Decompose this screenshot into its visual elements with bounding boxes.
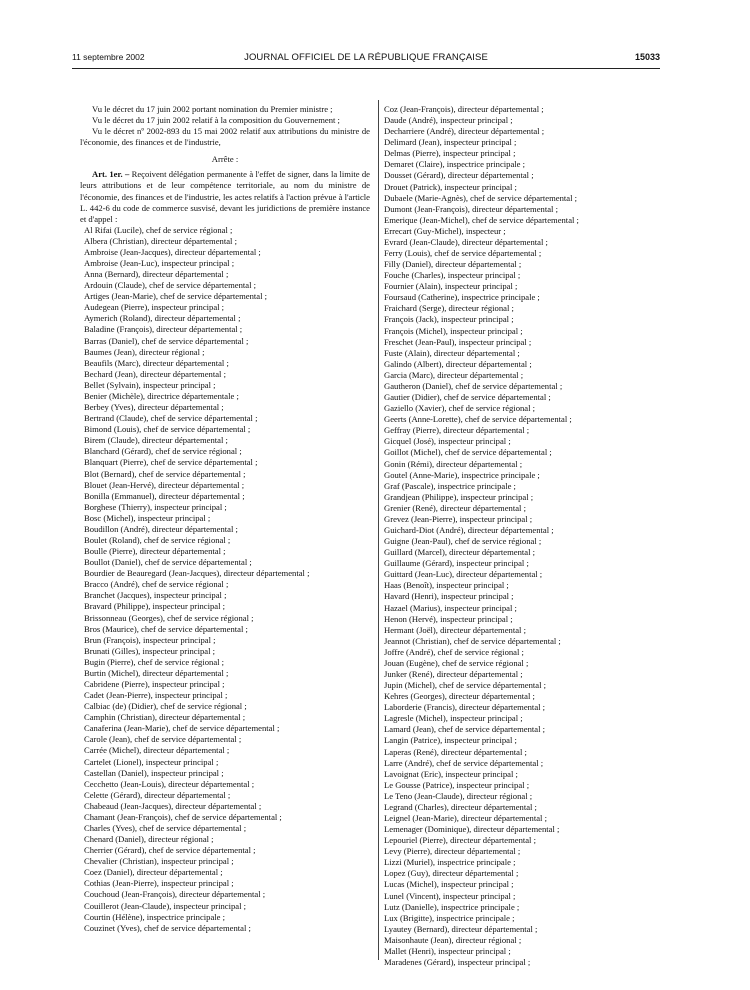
list-item: Cartelet (Lionel), inspecteur principal ; [84,756,219,767]
list-item: Jupin (Michel), chef de service départemental ; [384,680,547,691]
list-item: Bechard (Jean), directeur départemental ; [84,368,226,379]
list-item: Lyautey (Bernard), directeur départemental ; [384,923,538,934]
header-rule [72,68,660,69]
list-item: Burtin (Michel), directeur départemental ; [84,667,229,678]
list-item: Celette (Gérard), directeur départemental ; [84,789,231,800]
list-item: Ardouin (Claude), chef de service départemental ; [84,280,257,291]
list-item: Cecchetto (Jean-Louis), directeur départemental ; [84,778,255,789]
list-item: Mallet (Henri), inspecteur principal ; [384,945,511,956]
list-item: Filly (Daniel), directeur départemental ; [384,259,522,270]
list-item: Legrand (Charles), directeur départemental ; [384,801,537,812]
article-1 [80,169,370,224]
list-item: Geerts (Anne-Lorette), chef de service départemental ; [384,414,572,425]
list-item: Chabeaud (Jean-Jacques), directeur départemental ; [84,800,262,811]
list-item: François (Jack), inspecteur principal ; [384,314,514,325]
list-item: Fournier (Alain), inspecteur principal ; [384,281,518,292]
list-item: Gautier (Didier), chef de service départemental ; [384,392,551,403]
list-item: Blot (Bernard), chef de service départemental ; [84,468,246,479]
list-item: Leignel (Jean-Marie), directeur départemental ; [384,813,547,823]
list-item: Ambroise (Jean-Luc), inspecteur principal ; [84,258,235,269]
list-item: Boulet (Roland), chef de service régional ; [84,534,231,545]
list-item: Camphin (Christian), directeur départemental ; [84,712,246,723]
list-item: Lamard (Jean), chef de service départemental ; [384,724,546,735]
list-item: Grenier (René), directeur départemental ; [384,502,526,513]
list-item: Lunel (Vincent), inspecteur principal ; [384,890,516,901]
list-item: Foursaud (Catherine), inspectrice principale ; [384,292,540,303]
list-item: Lux (Brigitte), inspectrice principale ; [384,912,515,923]
list-item: Dousset (Gérard), directeur départemental ; [384,170,534,181]
list-item: Freschet (Jean-Paul), inspecteur principal ; [384,336,532,347]
right-column [384,104,666,968]
list-item: Fuste (Alain), directeur départemental ; [384,347,520,358]
list-item: Hermant (Joël), directeur départemental ; [384,624,526,635]
list-item: Demaret (Claire), inspectrice principale ; [384,159,526,170]
list-item: Baumes (Jean), directeur régional ; [84,346,205,357]
list-item: François (Michel), inspecteur principal ; [384,325,523,336]
list-item: Calbiac (de) (Didier), chef de service régional ; [84,701,247,712]
list-item: Borghese (Thierry), inspecteur principal ; [84,501,227,512]
list-item: Blouet (Jean-Hervé), directeur départemental ; [84,479,245,490]
list-item: Kehres (Georges), directeur départemental ; [384,691,535,702]
list-item: Hazael (Marius), inspecteur principal ; [384,602,517,613]
list-item: Lopez (Guy), directeur départemental ; [384,868,519,879]
list-item: Bellet (Sylvain), inspecteur principal ; [84,379,216,390]
list-item: Jouan (Eugène), chef de service régional ; [384,657,529,668]
list-item: Bimond (Louis), chef de service départemental ; [84,424,251,435]
list-item: Carrée (Michel), directeur départemental ; [84,745,230,756]
list-item: Emerique (Jean-Michel), chef de service départemental ; [384,214,579,225]
list-item: Le Gousse (Patrice), inspecteur principal ; [384,779,530,790]
list-item: Lepouriel (Pierre), directeur départemental ; [384,835,536,846]
list-item: Lucas (Michel), inspecteur principal ; [384,879,514,890]
list-item: Maisonhaute (Jean), directeur régional ; [384,934,522,945]
list-item: Cherrier (Gérard), chef de service départemental ; [84,845,256,856]
list-item: Benier (Michèle), directrice départementale ; [84,390,239,401]
list-item: Junker (René), directeur départemental ; [384,668,523,679]
list-item: Guigne (Jean-Paul), chef de service régional ; [384,536,542,547]
list-item: Galindo (Albert), directeur départemental ; [384,358,532,369]
list-item: Barras (Daniel), chef de service départemental ; [84,335,249,346]
list-item: Couchoud (Jean-François), directeur départemental ; [84,889,266,900]
list-item: Lemenager (Dominique), directeur départemental ; [384,824,560,835]
preamble-paragraph: Vu le décret nº 2002-893 du 15 mai 2002 relatif aux attributions du ministre de l'économie, des finances et de l'industrie, [80,126,370,148]
list-item: Lutz (Danielle), inspectrice principale ; [384,901,520,912]
list-item: Aymerich (Roland), directeur départemental ; [84,313,241,324]
header-journal-title: JOURNAL OFFICIEL DE LA RÉPUBLIQUE FRANÇAISE [244,52,488,63]
list-item: Canaferina (Jean-Marie), chef de service départemental ; [84,723,280,734]
list-item: Anna (Bernard), directeur départemental ; [84,269,229,280]
header-page-number: 15033 [634,52,660,62]
list-item: Charles (Yves), chef de service départemental ; [84,823,247,833]
list-item: Maradenes (Gérard), inspecteur principal ; [384,957,531,968]
list-item: Audegean (Pierre), inspecteur principal ; [84,302,225,313]
list-item: Gautheron (Daniel), chef de service départemental ; [384,380,563,391]
list-item: Artiges (Jean-Marie), chef de service départemental ; [84,291,268,302]
list-item: Baladine (François), directeur départemental ; [84,324,243,335]
list-item: Graf (Pascale), inspectrice principale ; [384,480,516,491]
list-item: Chenard (Daniel), directeur régional ; [84,834,214,845]
list-item: Fouche (Charles), inspecteur principal ; [384,270,521,281]
list-item: Goillot (Michel), chef de service départemental ; [384,447,552,458]
list-item: Cothias (Jean-Pierre), inspecteur principal ; [84,878,234,889]
list-item: Brunati (Gilles), inspecteur principal ; [84,645,216,656]
list-item: Berbey (Yves), directeur départemental ; [84,402,224,413]
list-item: Havard (Henri), inspecteur principal ; [384,591,514,602]
list-item: Brissonneau (Georges), chef de service régional ; [84,612,254,623]
preamble-paragraph: Vu le décret du 17 juin 2002 portant nomination du Premier ministre ; [92,104,333,114]
list-item: Gonin (Rémi), directeur départemental ; [384,458,523,469]
list-item: Evrard (Jean-Claude), directeur départemental ; [384,236,548,247]
left-column [80,104,370,934]
list-item: Coez (Daniel), directeur départemental ; [84,867,223,878]
list-item: Guichard-Diot (André), directeur départemental ; [384,524,554,535]
list-item: Garcia (Marc), directeur départemental ; [384,369,524,380]
right-delegate-list [384,104,666,968]
list-item: Daude (André), inspecteur principal ; [384,115,513,126]
list-item: Blanquart (Pierre), chef de service départemental ; [84,457,258,468]
list-item: Lizzi (Muriel), inspectrice principale ; [384,857,516,868]
list-item: Chamant (Jean-François), chef de service départemental ; [84,811,282,822]
list-item: Bonilla (Emmanuel), directeur départemental ; [84,490,245,501]
list-item: Boulle (Pierre), directeur départemental ; [84,546,226,557]
list-item: Le Teno (Jean-Claude), directeur régional ; [384,790,533,801]
list-item: Lagresle (Michel), inspecteur principal ; [384,713,523,724]
list-item: Dumont (Jean-François), directeur départemental ; [384,203,558,214]
list-item: Coz (Jean-François), directeur départemental ; [384,104,544,114]
list-item: Bosc (Michel), inspecteur principal ; [84,512,211,523]
list-item: Guillard (Marcel), directeur départemental ; [384,547,536,558]
list-item: Joffre (André), chef de service régional ; [384,646,524,657]
list-item: Couillerot (Jean-Claude), inspecteur principal ; [84,900,247,911]
page-header [72,52,660,66]
list-item: Decharriere (André), directeur départemental ; [384,126,545,137]
header-date: 11 septembre 2002 [72,52,145,62]
list-item: Bracco (André), chef de service régional ; [84,579,229,590]
list-item: Geffray (Pierre), directeur départemental ; [384,425,530,436]
list-item: Bourdier de Beauregard (Jean-Jacques), directeur départemental ; [84,568,310,579]
article-label: Art. 1er. – [92,169,130,180]
list-item: Bertrand (Claude), chef de service départemental ; [84,413,258,424]
list-item: Branchet (Jacques), inspecteur principal ; [84,590,227,601]
list-item: Drouet (Patrick), inspecteur principal ; [384,181,517,192]
list-item: Bros (Maurice), chef de service départemental ; [84,623,248,634]
article-text: Reçoivent délégation permanente à l'effet de signer, dans la limite de leurs attributions et de leur compétence territoriale, au nom du ministre de l'économie, des finances et de l'industrie, les actes relatifs à l'action prévue à l'article L. 442-6 du code de commerce susvisé, devant les juridictions de première instance et d'appel : [80,169,370,224]
list-item: Albera (Christian), directeur départemental ; [84,235,237,246]
list-item: Beaufils (Marc), directeur départemental ; [84,357,229,368]
list-item: Laborderie (Francis), directeur départemental ; [384,702,546,713]
list-item: Couzinet (Yves), chef de service départemental ; [84,922,251,933]
list-item: Courtin (Hélène), inspectrice principale ; [84,911,226,922]
list-item: Cabridene (Pierre), inspecteur principal ; [84,678,225,689]
list-item: Guillaume (Gérard), inspecteur principal ; [384,558,529,569]
list-item: Delmas (Pierre), inspecteur principal ; [384,148,516,159]
list-item: Gicquel (José), inspecteur principal ; [384,436,511,447]
list-item: Grevez (Jean-Pierre), inspecteur principal ; [384,513,533,524]
list-item: Langin (Patrice), inspecteur principal ; [384,735,517,746]
list-item: Bravard (Philippe), inspecteur principal ; [84,601,226,612]
list-item: Boullot (Daniel), chef de service départemental ; [84,557,252,568]
list-item: Blanchard (Gérard), chef de service régional ; [84,446,242,457]
list-item: Delimard (Jean), inspecteur principal ; [384,137,517,148]
list-item: Bugin (Pierre), chef de service régional ; [84,656,225,667]
list-item: Dubaele (Marie-Agnès), chef de service départemental ; [384,192,578,203]
column-divider [378,100,379,960]
preamble-paragraph: Vu le décret du 17 juin 2002 relatif à la composition du Gouvernement ; [92,115,340,126]
list-item: Lavoignat (Eric), inspecteur principal ; [384,768,518,779]
list-item: Al Rifai (Lucile), chef de service régional ; [84,224,233,235]
list-item: Haas (Benoît), inspecteur principal ; [384,580,509,591]
list-item: Ferry (Louis), chef de service départemental ; [384,248,542,259]
list-item: Levy (Pierre), directeur départemental ; [384,846,521,857]
list-item: Castellan (Daniel), inspecteur principal ; [84,767,224,778]
list-item: Brun (François), inspecteur principal ; [84,634,216,645]
list-item: Guittard (Jean-Luc), directeur départemental ; [384,569,543,580]
list-item: Jeannot (Christian), chef de service départemental ; [384,635,561,646]
list-item: Errecart (Guy-Michel), inspecteur ; [384,225,506,236]
list-item: Birem (Claude), directeur départemental ; [84,435,228,446]
arrete-heading: Arrête : [211,154,239,165]
list-item: Goutel (Anne-Marie), inspectrice principale ; [384,469,540,480]
list-item: Grandjean (Philippe), inspecteur principal ; [384,491,534,502]
list-item: Ambroise (Jean-Jacques), directeur départemental ; [84,246,261,257]
left-delegate-list [80,225,370,934]
list-item: Cadet (Jean-Pierre), inspecteur principal ; [84,690,228,701]
list-item: Laperas (René), directeur départemental ; [384,746,527,757]
list-item: Fraichard (Serge), directeur régional ; [384,303,514,314]
list-item: Boudillon (André), directeur départemental ; [84,523,238,534]
list-item: Gaziello (Xavier), chef de service régional ; [384,403,536,414]
list-item: Larre (André), chef de service départemental ; [384,757,544,768]
list-item: Carole (Jean), chef de service départemental ; [84,734,242,745]
list-item: Chevalier (Christian), inspecteur principal ; [84,856,234,867]
list-item: Henon (Hervé), inspecteur principal ; [384,613,513,624]
